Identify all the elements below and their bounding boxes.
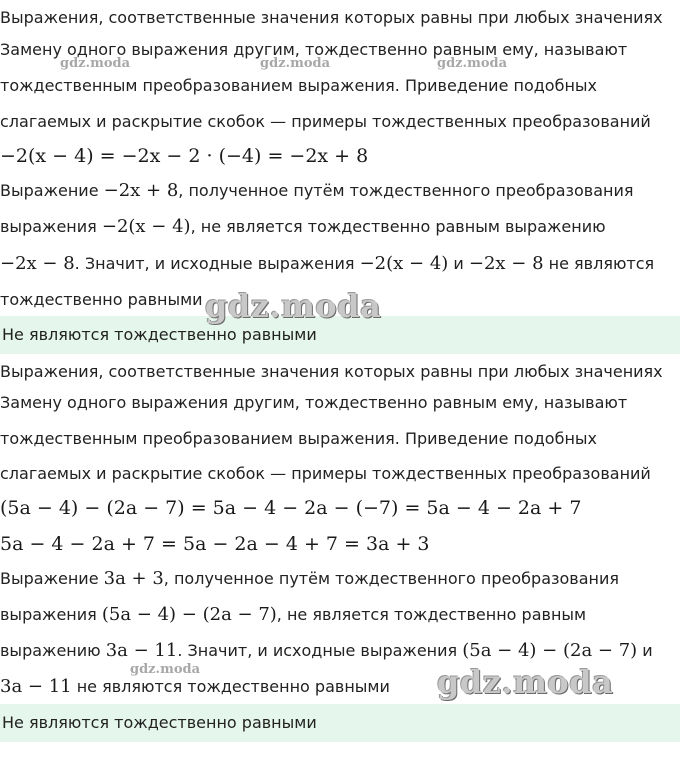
watermark: gdz.moda — [60, 56, 131, 71]
paragraph-line — [0, 254, 680, 274]
equation: 5a − 4 − 2a + 7 = 5a − 2a − 4 + 7 = 3a + 3 — [0, 533, 430, 555]
inline-math: −2(x − 4) — [101, 217, 191, 237]
paragraph-line: слагаемых и раскрытие скобок — примеры тождественных преобразований — [0, 112, 651, 131]
paragraph-line — [0, 605, 680, 625]
paragraph-line — [0, 641, 680, 661]
equation: −2(x − 4) = −2x − 2 · (−4) = −2x + 8 — [0, 145, 369, 167]
text: , полученное путём тождественного преобразования — [178, 181, 634, 200]
text: . Значит, и исходные выражения — [74, 254, 360, 273]
paragraph-line: слагаемых и раскрытие скобок — примеры тождественных преобразований — [0, 464, 651, 483]
inline-math: 3a − 11 — [105, 641, 178, 661]
text: Выражение — [0, 569, 104, 588]
paragraph-line: Выражения, соответственные значения которых равны при любых значениях — [0, 8, 663, 27]
text: , полученное путём тождественного преобразования — [163, 569, 620, 588]
paragraph-line — [0, 217, 680, 237]
text: , не является тождественно равным выражению — [190, 217, 606, 236]
inline-math: −2x − 8 — [0, 254, 75, 274]
paragraph-line — [0, 181, 680, 201]
text: не являются тождественно равными — [71, 677, 390, 696]
paragraph-line: Замену одного выражения другим, тождественно равным ему, называют — [0, 40, 628, 59]
paragraph-line: тождественным преобразованием выражения. Приведение подобных — [0, 429, 598, 448]
inline-math: (5a − 4) − (2a − 7) — [462, 641, 638, 661]
inline-math: (5a − 4) − (2a − 7) — [101, 605, 277, 625]
answer-text: Не являются тождественно равными — [2, 325, 317, 344]
text: не являются — [543, 254, 655, 273]
watermark: gdz.moda — [437, 56, 508, 71]
text: выражения — [0, 605, 102, 624]
answer-text: Не являются тождественно равными — [2, 713, 317, 732]
paragraph-line: Выражения, соответственные значения которых равны при любых значениях — [0, 362, 663, 381]
inline-math: −2(x − 4) — [359, 254, 449, 274]
text: . Значит, и исходные выражения — [177, 641, 463, 660]
text: Выражение — [0, 181, 104, 200]
text: выражению — [0, 641, 106, 660]
equation: (5a − 4) − (2a − 7) = 5a − 4 − 2a − (−7) = 5a − 4 − 2a + 7 — [0, 497, 582, 519]
inline-math: 3a − 11 — [0, 677, 72, 697]
inline-math: −2x + 8 — [103, 181, 179, 201]
inline-math: −2x − 8 — [468, 254, 544, 274]
text: и — [448, 254, 469, 273]
text: и — [637, 641, 653, 660]
watermark: gdz.moda — [205, 287, 382, 325]
text: , не является тождественно равным — [276, 605, 587, 624]
inline-math: 3a + 3 — [103, 569, 164, 589]
watermark: gdz.moda — [260, 56, 331, 71]
paragraph-line: тождественным преобразованием выражения. Приведение подобных — [0, 76, 598, 95]
watermark: gdz.moda — [130, 662, 201, 677]
paragraph-line — [0, 569, 680, 589]
answer-box — [0, 704, 680, 742]
text: выражения — [0, 217, 102, 236]
paragraph-line: тождественно равными — [0, 290, 203, 309]
paragraph-line: Замену одного выражения другим, тождественно равным ему, называют — [0, 393, 628, 412]
watermark: gdz.moda — [437, 663, 614, 701]
